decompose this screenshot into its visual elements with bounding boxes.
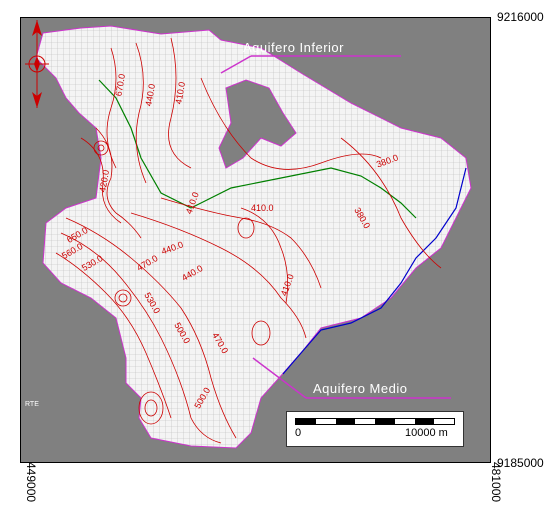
corner-mark: RTE [25,401,39,408]
coord-top-right: 9216000 [497,10,544,24]
contour-label: 440.0 [159,239,185,257]
upper-aquifer-label: Aquifero Inferior [243,40,344,55]
coord-bottom-left: 449000 [24,462,38,503]
contour-label: 670.0 [113,73,128,97]
contour-label: 470.0 [135,253,160,273]
contour-label: 530.0 [80,253,105,273]
contour-label: 410.0 [173,81,188,105]
contour-label: 410.0 [251,203,274,213]
contour-label: 440.0 [180,263,205,283]
scale-bar-graphic [295,418,455,425]
contour-label: 380.0 [374,152,400,170]
north-arrow-icon [21,18,53,113]
contour-label: 470.0 [210,330,231,356]
contour-label: 410.0 [183,190,201,216]
coord-bottom-right: 9185000 [497,456,544,470]
contour-label: 380.0 [352,205,373,231]
contour-label: 500.0 [192,385,213,411]
contour-label: 420.0 [97,169,112,193]
contour-label: 560.0 [60,241,85,261]
map-canvas [21,18,491,463]
contour-label: 650.0 [65,225,90,245]
contour-label: 530.0 [142,290,163,316]
coord-bottom-center: 481000 [489,462,503,503]
map-frame[interactable] [20,17,491,463]
scale-start-label: 0 [295,427,302,439]
contour-label: 440.0 [143,83,158,107]
contour-label: 410.0 [278,272,296,298]
scale-end-label: 10000 m [405,427,448,439]
scale-bar [286,411,464,447]
middle-aquifer-label: Aquifero Medio [313,381,408,396]
contour-label: 500.0 [172,320,193,346]
